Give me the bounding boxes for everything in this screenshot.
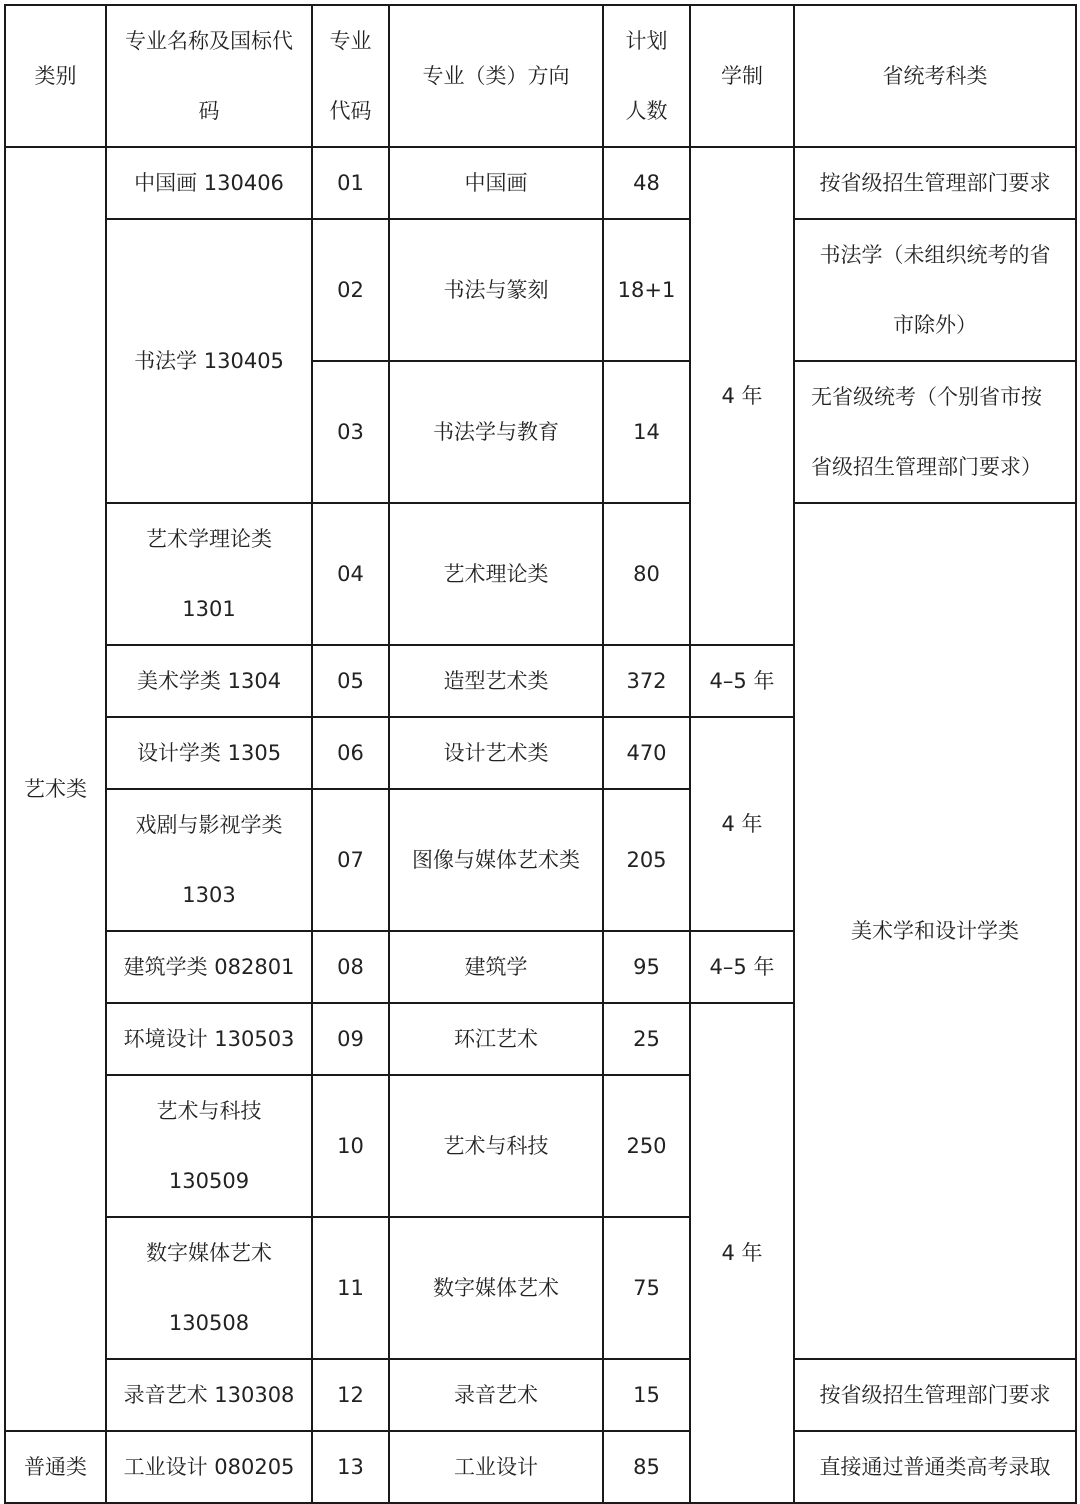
direction-cell: 环江艺术 <box>389 1003 603 1075</box>
major-name-line: 戏剧与影视学类 <box>135 813 283 837</box>
major-code-cell: 03 <box>312 361 389 503</box>
header-plan-line2: 人数 <box>625 99 668 123</box>
category-cell: 普通类 <box>5 1431 106 1503</box>
major-name-cell: 设计学类 1305 <box>106 717 312 789</box>
table-row <box>5 1431 1076 1503</box>
major-name-line: 艺术与科技 <box>156 1099 262 1123</box>
table-row <box>5 219 1076 361</box>
major-name-line: 1301 <box>182 597 236 621</box>
exam-cell <box>794 361 1076 503</box>
major-name-line: 1303 <box>182 883 236 907</box>
major-code-cell: 04 <box>312 503 389 645</box>
plan-cell: 205 <box>603 789 690 931</box>
direction-cell: 书法学与教育 <box>389 361 603 503</box>
exam-line: 无省级统考（个别省市按 <box>811 385 1042 409</box>
major-name-cell <box>106 789 312 931</box>
duration-cell: 4 年 <box>690 1003 794 1503</box>
exam-line: 书法学（未组织统考的省 <box>819 243 1051 267</box>
major-name-line: 数字媒体艺术 <box>146 1241 272 1265</box>
exam-cell <box>794 219 1076 361</box>
direction-cell: 录音艺术 <box>389 1359 603 1431</box>
major-name-cell <box>106 503 312 645</box>
plan-cell: 372 <box>603 645 690 717</box>
plan-cell: 75 <box>603 1217 690 1359</box>
major-code-cell: 08 <box>312 931 389 1003</box>
exam-cell: 直接通过普通类高考录取 <box>794 1431 1076 1503</box>
exam-line: 市除外） <box>893 313 977 337</box>
header-plan <box>603 5 690 147</box>
major-name-cell: 美术学类 1304 <box>106 645 312 717</box>
header-major-name <box>106 5 312 147</box>
direction-cell: 数字媒体艺术 <box>389 1217 603 1359</box>
direction-cell: 中国画 <box>389 147 603 219</box>
duration-cell: 4–5 年 <box>690 931 794 1003</box>
plan-cell: 470 <box>603 717 690 789</box>
direction-cell: 艺术与科技 <box>389 1075 603 1217</box>
table-row <box>5 1359 1076 1431</box>
plan-cell: 48 <box>603 147 690 219</box>
direction-cell: 造型艺术类 <box>389 645 603 717</box>
direction-cell: 书法与篆刻 <box>389 219 603 361</box>
major-name-line: 130508 <box>168 1311 250 1335</box>
header-major-name-line1: 专业名称及国标代 <box>125 29 293 53</box>
major-code-cell: 02 <box>312 219 389 361</box>
plan-cell: 80 <box>603 503 690 645</box>
exam-cell: 按省级招生管理部门要求 <box>794 1359 1076 1431</box>
header-direction: 专业（类）方向 <box>389 5 603 147</box>
category-cell: 艺术类 <box>5 147 106 1431</box>
plan-cell: 15 <box>603 1359 690 1431</box>
header-major-name-line2: 码 <box>198 99 220 123</box>
plan-cell: 85 <box>603 1431 690 1503</box>
direction-cell: 设计艺术类 <box>389 717 603 789</box>
direction-cell: 工业设计 <box>389 1431 603 1503</box>
header-exam: 省统考科类 <box>794 5 1076 147</box>
table-row <box>5 503 1076 645</box>
major-name-cell: 建筑学类 082801 <box>106 931 312 1003</box>
major-code-cell: 05 <box>312 645 389 717</box>
major-name-cell <box>106 1217 312 1359</box>
header-category: 类别 <box>5 5 106 147</box>
exam-cell: 美术学和设计学类 <box>794 503 1076 1359</box>
major-name-cell: 工业设计 080205 <box>106 1431 312 1503</box>
major-code-cell: 10 <box>312 1075 389 1217</box>
table-row <box>5 147 1076 219</box>
duration-cell: 4 年 <box>690 147 794 645</box>
major-code-cell: 09 <box>312 1003 389 1075</box>
header-row <box>5 5 1076 147</box>
major-code-cell: 06 <box>312 717 389 789</box>
duration-cell: 4 年 <box>690 717 794 931</box>
duration-cell: 4–5 年 <box>690 645 794 717</box>
major-name-cell: 书法学 130405 <box>106 219 312 503</box>
direction-cell: 图像与媒体艺术类 <box>389 789 603 931</box>
header-major-code-line1: 专业 <box>329 29 372 53</box>
major-code-cell: 11 <box>312 1217 389 1359</box>
header-major-code <box>312 5 389 147</box>
plan-cell: 250 <box>603 1075 690 1217</box>
direction-cell: 艺术理论类 <box>389 503 603 645</box>
major-code-cell: 12 <box>312 1359 389 1431</box>
exam-line: 省级招生管理部门要求） <box>811 455 1042 479</box>
plan-cell: 25 <box>603 1003 690 1075</box>
header-duration: 学制 <box>690 5 794 147</box>
major-name-cell: 录音艺术 130308 <box>106 1359 312 1431</box>
plan-cell: 14 <box>603 361 690 503</box>
major-name-line: 艺术学理论类 <box>146 527 272 551</box>
exam-cell: 按省级招生管理部门要求 <box>794 147 1076 219</box>
direction-cell: 建筑学 <box>389 931 603 1003</box>
major-code-cell: 07 <box>312 789 389 931</box>
major-name-cell: 中国画 130406 <box>106 147 312 219</box>
major-code-cell: 13 <box>312 1431 389 1503</box>
plan-cell: 95 <box>603 931 690 1003</box>
header-plan-line1: 计划 <box>625 29 668 53</box>
major-name-cell: 环境设计 130503 <box>106 1003 312 1075</box>
header-major-code-line2: 代码 <box>329 99 372 123</box>
major-code-cell: 01 <box>312 147 389 219</box>
major-name-line: 130509 <box>168 1169 250 1193</box>
plan-cell: 18+1 <box>603 219 690 361</box>
enrollment-plan-table <box>4 4 1077 1504</box>
major-name-cell <box>106 1075 312 1217</box>
